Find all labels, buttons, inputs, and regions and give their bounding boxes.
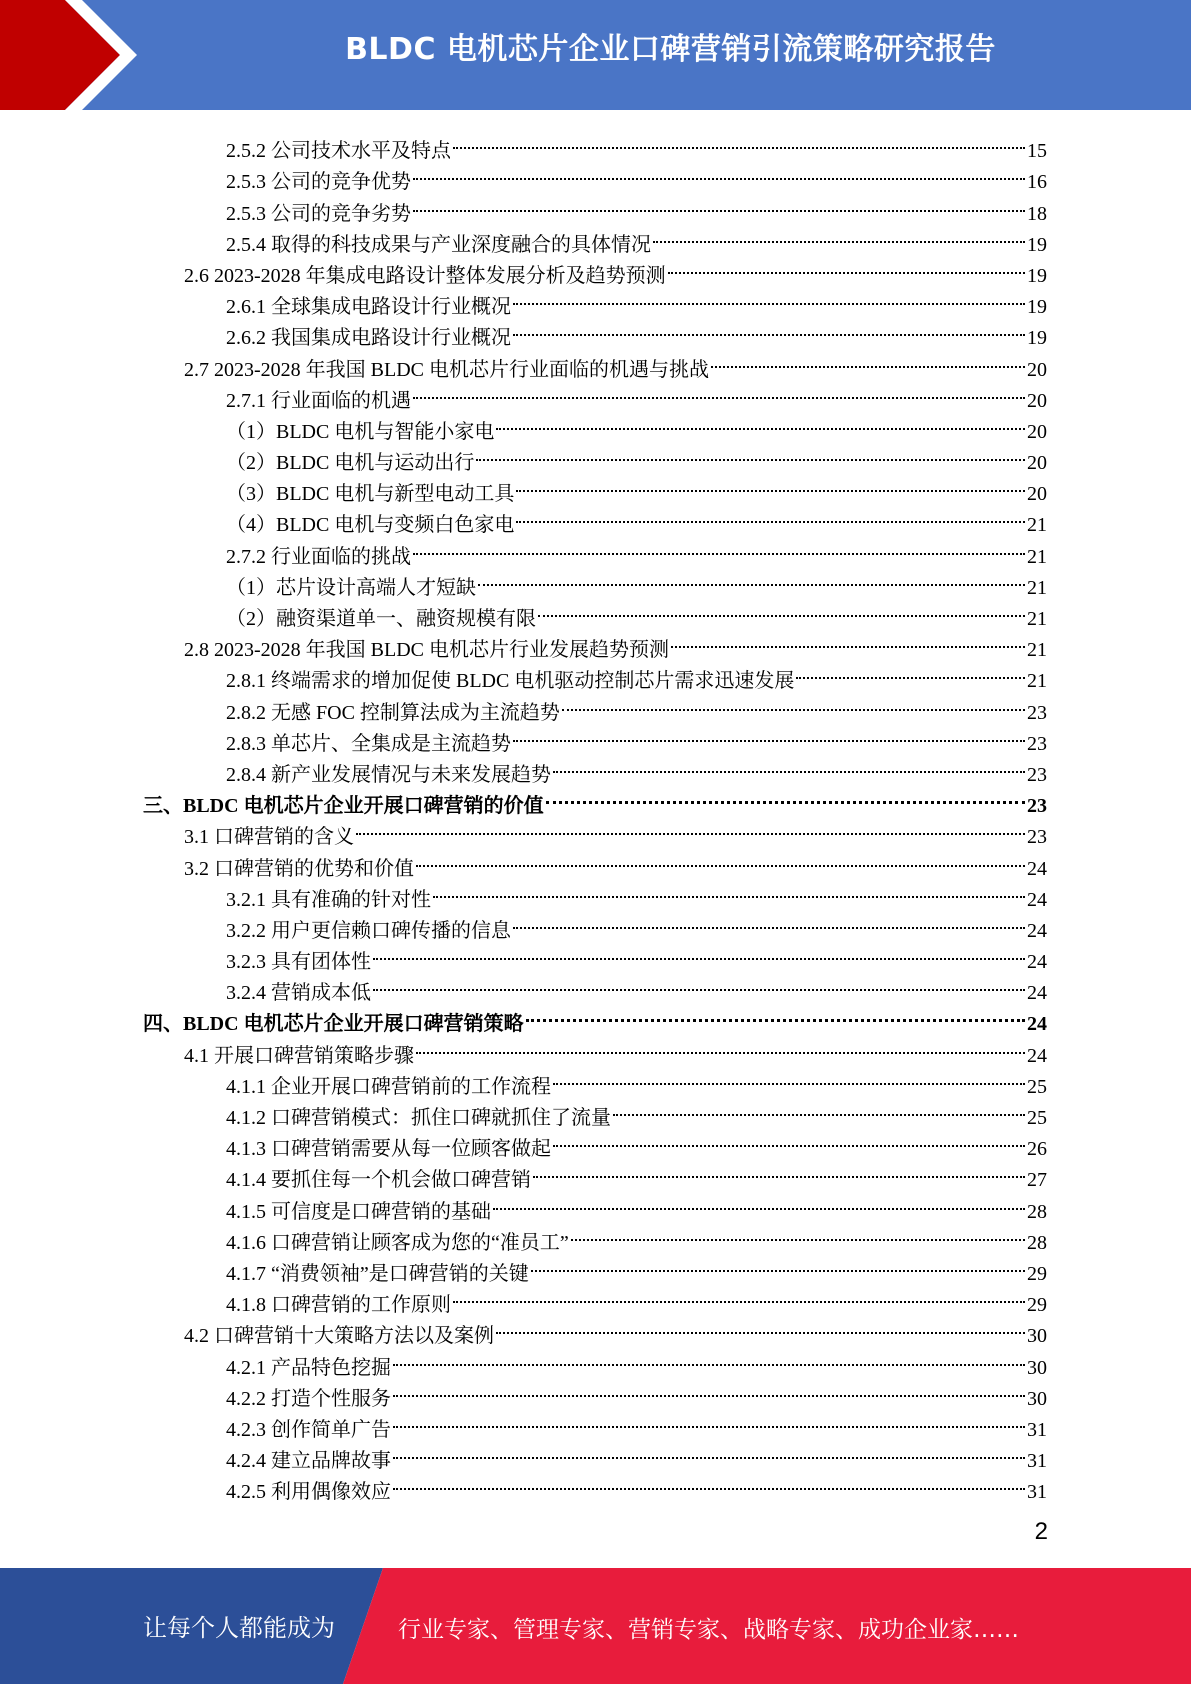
toc-entry-label: （2）融资渠道单一、融资规模有限 bbox=[226, 608, 536, 630]
toc-entry-label: 2.8 2023-2028 年我国 BLDC 电机芯片行业发展趋势预测 bbox=[184, 639, 669, 662]
toc-dot-leader bbox=[538, 594, 1025, 625]
toc-entry-page: 31 bbox=[1027, 1418, 1047, 1441]
toc-dot-leader bbox=[413, 188, 1025, 219]
toc-dot-leader bbox=[496, 1311, 1025, 1342]
page-number: 2 bbox=[1034, 1518, 1048, 1545]
toc-entry[interactable] bbox=[0, 906, 1191, 942]
toc-entry-label: （1）芯片设计高端人才短缺 bbox=[226, 576, 476, 599]
toc-entry[interactable] bbox=[0, 1093, 1191, 1129]
toc-entry-page: 23 bbox=[1027, 763, 1047, 786]
toc-dot-leader bbox=[476, 438, 1025, 469]
toc-entry-page: 29 bbox=[1027, 1262, 1047, 1285]
toc-dot-leader bbox=[553, 750, 1025, 781]
toc-entry-page: 28 bbox=[1027, 1231, 1047, 1254]
toc-entry-label: 4.1.8 口碑营销的工作原则 bbox=[226, 1294, 451, 1317]
toc-entry-label: 2.6 2023-2028 年集成电路设计整体发展分析及趋势预测 bbox=[184, 264, 666, 287]
toc-entry[interactable] bbox=[0, 1374, 1191, 1410]
toc-entry-page: 23 bbox=[1027, 795, 1047, 818]
toc-dot-leader bbox=[416, 843, 1025, 874]
toc-dot-leader bbox=[553, 1062, 1025, 1093]
toc-entry-page: 26 bbox=[1027, 1138, 1047, 1161]
toc-entry-page: 25 bbox=[1027, 1107, 1047, 1129]
toc-entry-label: 4.1.2 口碑营销模式：抓住口碑就抓住了流量 bbox=[226, 1107, 611, 1129]
toc-entry-label: 3.2.2 用户更信赖口碑传播的信息 bbox=[226, 919, 511, 942]
toc-entry-page: 20 bbox=[1027, 420, 1047, 443]
toc-entry[interactable] bbox=[0, 1030, 1191, 1067]
toc-entry[interactable] bbox=[0, 719, 1191, 755]
toc-entry-label: 4.1.7 “消费领袖”是口碑营销的关键 bbox=[226, 1262, 529, 1285]
toc-entry-label: 2.5.3 公司的竞争优势 bbox=[226, 171, 411, 194]
toc-entry-label: 4.2.5 利用偶像效应 bbox=[226, 1481, 391, 1504]
toc-entry[interactable] bbox=[0, 1342, 1191, 1379]
footer-slogan-left: 让每个人都能成为 bbox=[143, 1614, 335, 1642]
toc-entry-page: 20 bbox=[1027, 452, 1047, 475]
toc-entry-page: 21 bbox=[1027, 576, 1047, 599]
toc-entry-label: 2.5.4 取得的科技成果与产业深度融合的具体情况 bbox=[226, 233, 651, 256]
toc-dot-leader bbox=[453, 1280, 1025, 1311]
toc-entry[interactable] bbox=[0, 1124, 1191, 1161]
toc-entry-page: 31 bbox=[1027, 1481, 1047, 1504]
toc-entry[interactable] bbox=[0, 687, 1191, 724]
toc-dot-leader bbox=[453, 126, 1025, 157]
toc-dot-leader bbox=[613, 1093, 1025, 1124]
toc-dot-leader bbox=[356, 812, 1025, 843]
toc-dot-leader bbox=[533, 1155, 1025, 1186]
toc-dot-leader bbox=[653, 220, 1025, 251]
header-red-arrow bbox=[0, 0, 120, 110]
toc-entry-label: 4.1.1 企业开展口碑营销前的工作流程 bbox=[226, 1075, 551, 1098]
toc-entry[interactable] bbox=[0, 1218, 1191, 1254]
toc-entry[interactable] bbox=[0, 282, 1191, 319]
toc-entry[interactable] bbox=[0, 1280, 1191, 1317]
header-arrow-icon bbox=[0, 0, 160, 110]
toc-dot-leader bbox=[671, 625, 1025, 656]
toc-entry-page: 20 bbox=[1027, 358, 1047, 381]
toc-entry-label: 3.2.1 具有准确的针对性 bbox=[226, 888, 431, 911]
toc-dot-leader bbox=[393, 1436, 1025, 1467]
footer-slogan-right: 行业专家、管理专家、营销专家、战略专家、成功企业家…… bbox=[398, 1617, 1019, 1643]
toc-entry-label: 3.2 口碑营销的优势和价值 bbox=[184, 857, 414, 880]
toc-entry-page: 21 bbox=[1027, 608, 1047, 630]
toc-entry-label: 3.2.3 具有团体性 bbox=[226, 951, 371, 974]
toc-entry-page: 23 bbox=[1027, 826, 1047, 849]
toc-dot-leader bbox=[711, 344, 1025, 375]
toc-dot-leader bbox=[478, 563, 1025, 594]
toc-entry-label: 2.6.2 我国集成电路设计行业概况 bbox=[226, 327, 511, 350]
toc-entry-label: （1）BLDC 电机与智能小家电 bbox=[226, 420, 495, 443]
toc-dot-leader bbox=[393, 1374, 1025, 1405]
toc-entry-page: 16 bbox=[1027, 171, 1047, 194]
toc-entry-page: 25 bbox=[1027, 1075, 1047, 1098]
toc-entry-label: 3.2.4 营销成本低 bbox=[226, 982, 371, 1005]
toc-entry[interactable] bbox=[0, 469, 1191, 506]
toc-entry-page: 30 bbox=[1027, 1356, 1047, 1379]
toc-entry[interactable] bbox=[0, 594, 1191, 630]
toc-entry-page: 15 bbox=[1027, 140, 1047, 163]
toc-dot-leader bbox=[493, 1186, 1025, 1217]
toc-entry-page: 24 bbox=[1027, 1013, 1047, 1036]
toc-dot-leader bbox=[513, 906, 1025, 937]
toc-entry[interactable] bbox=[0, 376, 1191, 412]
toc-entry[interactable] bbox=[0, 126, 1191, 163]
toc-entry[interactable] bbox=[0, 500, 1191, 537]
toc-entry-page: 23 bbox=[1027, 701, 1047, 724]
toc-entry-page: 19 bbox=[1027, 264, 1047, 287]
toc-entry[interactable] bbox=[0, 157, 1191, 194]
toc-entry-page: 31 bbox=[1027, 1450, 1047, 1473]
toc-entry-page: 24 bbox=[1027, 982, 1047, 1005]
toc-entry-label: 2.6.1 全球集成电路设计行业概况 bbox=[226, 296, 511, 319]
toc-entry-label: 4.1.5 可信度是口碑营销的基础 bbox=[226, 1200, 491, 1223]
toc-entry-page: 27 bbox=[1027, 1169, 1047, 1192]
toc-dot-leader bbox=[413, 376, 1025, 407]
toc-dot-leader bbox=[562, 687, 1025, 718]
toc-entry[interactable] bbox=[0, 625, 1191, 662]
toc-entry-label: 4.2 口碑营销十大策略方法以及案例 bbox=[184, 1325, 494, 1348]
toc-dot-leader bbox=[571, 1218, 1025, 1249]
toc-entry-page: 19 bbox=[1027, 327, 1047, 350]
toc-entry[interactable] bbox=[0, 968, 1191, 1005]
toc-entry-label: 4.1.6 口碑营销让顾客成为您的“准员工” bbox=[226, 1231, 569, 1254]
toc-entry-label: 2.7.1 行业面临的机遇 bbox=[226, 389, 411, 412]
toc-entry-page: 19 bbox=[1027, 296, 1047, 319]
toc-entry[interactable] bbox=[0, 407, 1191, 443]
toc-dot-leader bbox=[416, 1030, 1025, 1061]
toc-entry[interactable] bbox=[0, 1311, 1191, 1348]
toc-entry-page: 21 bbox=[1027, 514, 1047, 537]
toc-entry-label: 2.7.2 行业面临的挑战 bbox=[226, 545, 411, 568]
toc-entry[interactable] bbox=[0, 188, 1191, 225]
toc-dot-leader bbox=[496, 407, 1025, 438]
toc-entry[interactable] bbox=[0, 1467, 1191, 1504]
toc-dot-leader bbox=[513, 719, 1025, 750]
toc-dot-leader bbox=[516, 469, 1025, 500]
toc-entry-label: 4.2.4 建立品牌故事 bbox=[226, 1450, 391, 1473]
toc-entry[interactable] bbox=[0, 1155, 1191, 1192]
toc-entry-page: 29 bbox=[1027, 1294, 1047, 1317]
toc-entry-label: 三、BLDC 电机芯片企业开展口碑营销的价值 bbox=[143, 795, 544, 818]
toc-entry-page: 28 bbox=[1027, 1200, 1047, 1223]
toc-entry-page: 24 bbox=[1027, 888, 1047, 911]
toc-entry[interactable] bbox=[0, 1249, 1191, 1285]
toc-dot-leader bbox=[531, 1249, 1025, 1280]
toc-dot-leader bbox=[393, 1467, 1025, 1498]
toc-entry[interactable] bbox=[0, 1186, 1191, 1223]
toc-entry[interactable] bbox=[0, 781, 1191, 818]
toc-entry-page: 30 bbox=[1027, 1387, 1047, 1410]
toc-dot-leader bbox=[553, 1124, 1025, 1155]
toc-entry[interactable] bbox=[0, 438, 1191, 475]
toc-entry[interactable] bbox=[0, 344, 1191, 381]
toc-entry[interactable] bbox=[0, 1062, 1191, 1098]
toc-dot-leader bbox=[668, 251, 1025, 282]
toc-entry-label: 2.8.1 终端需求的增加促使 BLDC 电机驱动控制芯片需求迅速发展 bbox=[226, 670, 795, 693]
toc-entry[interactable] bbox=[0, 750, 1191, 786]
toc-entry[interactable] bbox=[0, 843, 1191, 880]
toc-entry-page: 18 bbox=[1027, 202, 1047, 225]
page-header bbox=[0, 0, 1191, 110]
toc-dot-leader bbox=[393, 1405, 1025, 1436]
toc-entry-page: 21 bbox=[1027, 639, 1047, 662]
toc-entry-label: 4.2.1 产品特色挖掘 bbox=[226, 1356, 391, 1379]
toc-entry[interactable] bbox=[0, 531, 1191, 568]
toc-dot-leader bbox=[513, 313, 1025, 344]
toc-entry-page: 20 bbox=[1027, 389, 1047, 412]
toc-dot-leader bbox=[433, 875, 1025, 906]
toc-entry-label: 4.1.4 要抓住每一个机会做口碑营销 bbox=[226, 1169, 531, 1192]
toc-entry-page: 24 bbox=[1027, 857, 1047, 880]
toc-entry[interactable] bbox=[0, 656, 1191, 693]
toc-entry-label: 四、BLDC 电机芯片企业开展口碑营销策略 bbox=[143, 1013, 524, 1036]
toc-entry-label: （4）BLDC 电机与变频白色家电 bbox=[226, 514, 515, 537]
toc-entry-label: 2.7 2023-2028 年我国 BLDC 电机芯片行业面临的机遇与挑战 bbox=[184, 358, 709, 381]
toc-dot-leader bbox=[513, 282, 1025, 313]
toc-entry-page: 19 bbox=[1027, 233, 1047, 256]
toc-entry-label: 2.5.2 公司技术水平及特点 bbox=[226, 140, 451, 163]
toc-entry-page: 24 bbox=[1027, 951, 1047, 974]
toc-entry[interactable] bbox=[0, 937, 1191, 974]
toc-dot-leader bbox=[373, 968, 1025, 999]
toc-dot-leader bbox=[373, 937, 1025, 968]
toc-entry-label: 2.5.3 公司的竞争劣势 bbox=[226, 202, 411, 225]
toc-entry[interactable] bbox=[0, 1405, 1191, 1441]
toc-entry-page: 20 bbox=[1027, 483, 1047, 506]
toc-dot-leader bbox=[526, 999, 1025, 1030]
toc-dot-leader bbox=[413, 531, 1025, 562]
toc-dot-leader bbox=[413, 157, 1025, 188]
report-title: BLDC 电机芯片企业口碑营销引流策略研究报告 bbox=[345, 32, 996, 67]
toc-entry[interactable] bbox=[0, 812, 1191, 849]
toc-entry-label: 2.8.2 无感 FOC 控制算法成为主流趋势 bbox=[226, 701, 560, 724]
toc-entry-label: （3）BLDC 电机与新型电动工具 bbox=[226, 483, 515, 506]
toc-entry-label: 2.8.4 新产业发展情况与未来发展趋势 bbox=[226, 763, 551, 786]
toc-entry-page: 24 bbox=[1027, 919, 1047, 942]
toc-entry-label: （2）BLDC 电机与运动出行 bbox=[226, 452, 475, 475]
toc-entry[interactable] bbox=[0, 313, 1191, 350]
toc-entry-page: 30 bbox=[1027, 1325, 1047, 1348]
toc-entry[interactable] bbox=[0, 563, 1191, 599]
toc-entry[interactable] bbox=[0, 999, 1191, 1036]
toc-entry-page: 21 bbox=[1027, 545, 1047, 568]
toc-dot-leader bbox=[796, 656, 1025, 687]
toc-entry-label: 4.1.3 口碑营销需要从每一位顾客做起 bbox=[226, 1138, 551, 1161]
toc-entry-page: 23 bbox=[1027, 732, 1047, 755]
toc-entry-label: 4.2.3 创作简单广告 bbox=[226, 1418, 391, 1441]
toc-entry-label: 2.8.3 单芯片、全集成是主流趋势 bbox=[226, 732, 511, 755]
toc-entry-page: 24 bbox=[1027, 1044, 1047, 1067]
toc-entry-label: 4.1 开展口碑营销策略步骤 bbox=[184, 1044, 414, 1067]
toc-entry-page: 21 bbox=[1027, 670, 1047, 693]
toc-entry[interactable] bbox=[0, 1436, 1191, 1473]
table-of-contents bbox=[0, 126, 1191, 1504]
toc-dot-leader bbox=[546, 781, 1025, 812]
toc-entry-label: 4.2.2 打造个性服务 bbox=[226, 1387, 391, 1410]
toc-entry[interactable] bbox=[0, 251, 1191, 287]
toc-entry[interactable] bbox=[0, 875, 1191, 911]
toc-entry[interactable] bbox=[0, 220, 1191, 256]
toc-dot-leader bbox=[393, 1342, 1025, 1373]
toc-dot-leader bbox=[516, 500, 1025, 531]
toc-entry-label: 3.1 口碑营销的含义 bbox=[184, 826, 354, 849]
